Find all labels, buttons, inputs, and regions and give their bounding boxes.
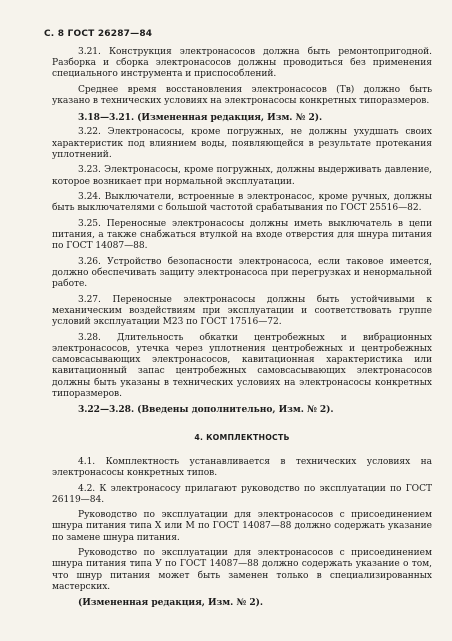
paragraph-3-23: 3.23. Электронасосы, кроме погружных, должны выдерживать давление, которое возникает при нормальной эксплуатации. <box>52 165 432 187</box>
paragraph-3-22: 3.22. Электронасосы, кроме погружных, не должны ухудшать своих характеристик под влиянием воды, появляющейся в результате протекания уплотнений. <box>52 127 432 160</box>
paragraph-manual-x-m: Руководство по эксплуатации для электронасосов с присоединением шнура питания типа Х или М по ГОСТ 14087—88 должно содержать указание по замене шнура питания. <box>52 510 432 543</box>
paragraph-3-21: 3.21. Конструкция электронасосов должна быть ремонтопригодной. Разборка и сборка электронасосов должны проводиться без применения специального инструмента и приспособлений. <box>52 47 432 80</box>
paragraph-3-26: 3.26. Устройство безопасности электронасоса, если таковое имеется, должно обеспечивать защиту электронасоса при перегрузках и ненормальной работе. <box>52 257 432 290</box>
page-header: С. 8 ГОСТ 26287—84 <box>44 29 153 39</box>
edit-note-section-4: (Измененная редакция, Изм. № 2). <box>78 597 263 609</box>
paragraph-4-1: 4.1. Комплектность устанавливается в технических условиях на электронасосы конкретных типов. <box>52 456 432 478</box>
paragraph-3-28: 3.28. Длительность обкатки центробежных и вибрационных электронасосов, утечка через уплотнения центробежных и центробежных самовсасывающих электронасосов, кавитационная характеристика или кавитационный запас центробежных самовсасывающих электронасосов должны быть указаны в технических условиях на электронасосы конкретных типоразмеров. <box>52 332 432 399</box>
paragraph-4-2: 4.2. К электронасосу прилагают руководство по эксплуатации по ГОСТ 26119—84. <box>52 483 432 505</box>
paragraph-3-24: 3.24. Выключатели, встроенные в электронасос, кроме ручных, должны быть выключателями с большой частотой срабатывания по ГОСТ 25516—82. <box>52 192 432 214</box>
paragraph-recovery-time: Среднее время восстановления электронасосов (Тв) должно быть указано в технических условиях на электронасосы конкретных типоразмеров. <box>52 84 432 107</box>
document-body <box>52 47 432 613</box>
edit-note-3-18-3-21: 3.18—3.21. (Измененная редакция, Изм. № 2). <box>78 111 323 123</box>
paragraph-3-27: 3.27. Переносные электронасосы должны быть устойчивыми к механическим воздействиям при эксплуатации и соответствовать группе условий эксплуатации М23 по ГОСТ 17516—72. <box>52 294 432 328</box>
paragraph-3-25: 3.25. Переносные электронасосы должны иметь выключатель в цепи питания, а также снабжаться втулкой на входе отверстия для шнура питания по ГОСТ 14087—88. <box>52 219 432 252</box>
section-title-completeness: 4. КОМПЛЕКТНОСТЬ <box>194 432 290 442</box>
paragraph-manual-y: Руководство по эксплуатации для электронасосов с присоединением шнура питания типа У по ГОСТ 14087—88 должно содержать указание о том, что шнур питания может быть заменен только в специализированных мастерских. <box>52 548 432 592</box>
edit-note-3-22-3-28: 3.22—3.28. (Введены дополнительно, Изм. № 2). <box>78 404 334 416</box>
